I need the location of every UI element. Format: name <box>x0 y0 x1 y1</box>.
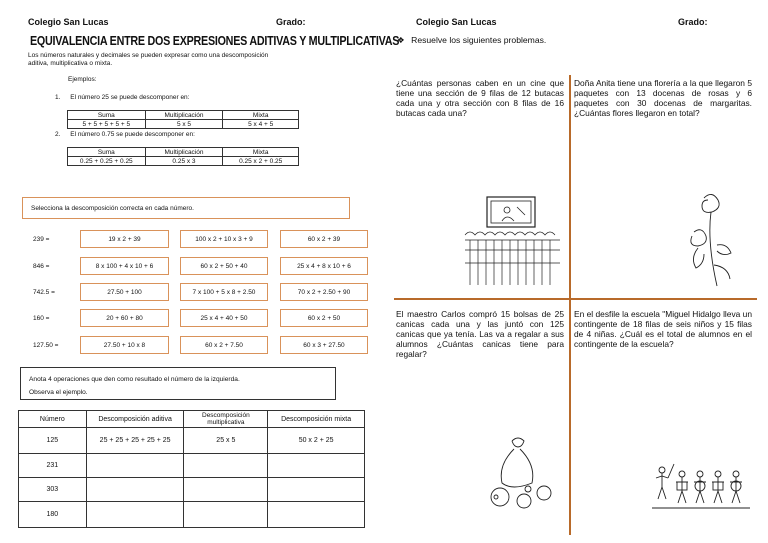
problems-instruction-text: Resuelve los siguientes problemas. <box>411 35 547 45</box>
right-grade-label: Grado: <box>678 17 708 27</box>
annotate-line-1: Anota 4 operaciones que den como resultado el número de la izquierda. <box>29 376 240 383</box>
problem-2: Doña Anita tiene una florería a la que llegaron 5 paquetes con 13 docenas de rosas y 6 paquetes con 30 docenas de margaritas. ¿Cuántas flores llegaron en total? <box>574 78 752 118</box>
example-2 <box>55 131 195 139</box>
problem-1: ¿Cuántas personas caben en un cine que tiene una sección de 9 filas de 12 butacas cada una y otra sección con 8 filas de 16 butacas cada una? <box>396 78 564 118</box>
select-row-1-option-1[interactable]: 19 x 2 + 39 <box>80 230 169 248</box>
decomposition-row-4 <box>19 502 365 528</box>
select-row-5-option-2[interactable]: 60 x 2 + 7.50 <box>180 336 268 354</box>
example-2-header-mixta: Mixta <box>223 148 299 157</box>
example-1 <box>55 94 189 102</box>
example-1-header-row <box>68 111 299 120</box>
header-aditiva: Descomposición aditiva <box>86 411 184 428</box>
row-4-multiplicativa[interactable] <box>184 502 268 528</box>
decomposition-row-1 <box>19 428 365 454</box>
row-4-mixta[interactable] <box>268 502 365 528</box>
example-1-mult: 5 x 5 <box>145 120 223 129</box>
select-row-2-option-3[interactable]: 25 x 4 + 8 x 10 + 6 <box>280 257 368 275</box>
row-2-number: 231 <box>19 454 87 478</box>
decomposition-header-row <box>19 411 365 428</box>
select-row-5-number: 127.50 = <box>33 342 59 349</box>
annotate-line-2: Observa el ejemplo. <box>29 389 88 396</box>
select-row-1-option-3[interactable]: 60 x 2 + 39 <box>280 230 368 248</box>
cinema-illustration <box>462 195 562 290</box>
select-row-2-option-2[interactable]: 60 x 2 + 50 + 40 <box>180 257 268 275</box>
row-3-aditiva[interactable] <box>86 478 184 502</box>
select-row-1-number: 239 = <box>33 236 50 243</box>
example-1-suma: 5 + 5 + 5 + 5 + 5 <box>68 120 146 129</box>
example-1-header-mixta: Mixta <box>223 111 299 120</box>
row-1-number: 125 <box>19 428 87 454</box>
problems-instruction <box>397 35 546 46</box>
example-2-header-suma: Suma <box>68 148 146 157</box>
example-1-text: El número 25 se puede descomponer en: <box>70 94 190 101</box>
example-1-value-row <box>68 120 299 129</box>
select-instruction-box <box>22 197 350 219</box>
problem-4: En el desfile la escuela "Miguel Hidalgo lleva un contingente de 18 filas de seis niños y 15 filas de 4 niñas. ¿Cuál es el total de alumnos en el contingente de la escuela? <box>574 309 752 349</box>
examples-label: Ejemplos: <box>68 76 97 83</box>
example-2-number: 2. <box>55 131 61 138</box>
right-school-name: Colegio San Lucas <box>416 17 497 27</box>
example-2-mult: 0.25 x 3 <box>145 157 223 166</box>
select-row-4-number: 160 = <box>33 315 50 322</box>
example-2-table <box>67 147 299 166</box>
example-1-number: 1. <box>55 94 61 101</box>
select-row-4-option-3[interactable]: 60 x 2 + 50 <box>280 309 368 327</box>
vertical-divider <box>569 75 571 535</box>
marbles-bag-illustration <box>488 435 556 515</box>
header-multiplicativa: Descomposición multiplicativa <box>184 411 268 428</box>
select-row-4-option-2[interactable]: 25 x 4 + 40 + 50 <box>180 309 268 327</box>
example-2-text: El número 0.75 se puede descomponer en: <box>70 131 195 138</box>
problem-3: El maestro Carlos compró 15 bolsas de 25 canicas cada una y las juntó con 125 canicas que ya tenía. Las va a regalar a sus alumnos ¿Cuántas canicas tiene para regalar? <box>396 309 564 359</box>
intro-line-2: aditiva, multiplicativa o mixta. <box>28 60 113 67</box>
diamond-bullet-icon: ❖ <box>397 35 405 45</box>
worksheet-title: EQUIVALENCIA ENTRE DOS EXPRESIONES ADITIVAS Y MULTIPLICATIVAS <box>30 34 400 48</box>
select-row-5-option-1[interactable]: 27.50 + 10 x 8 <box>80 336 169 354</box>
select-row-3-option-3[interactable]: 70 x 2 + 2.50 + 90 <box>280 283 368 301</box>
select-row-3-option-1[interactable]: 27.50 + 100 <box>80 283 169 301</box>
header-numero: Número <box>19 411 87 428</box>
row-4-aditiva[interactable] <box>86 502 184 528</box>
example-1-mixta: 5 x 4 + 5 <box>223 120 299 129</box>
example-2-header-row <box>68 148 299 157</box>
select-row-3-number: 742.5 = <box>33 289 55 296</box>
annotate-instruction-box <box>20 367 336 400</box>
select-row-4-option-1[interactable]: 20 + 60 + 80 <box>80 309 169 327</box>
rose-illustration <box>684 190 740 290</box>
parade-illustration <box>652 460 750 515</box>
example-1-header-suma: Suma <box>68 111 146 120</box>
intro-text <box>28 52 368 68</box>
select-row-5-option-3[interactable]: 60 x 3 + 27.50 <box>280 336 368 354</box>
example-1-table <box>67 110 299 129</box>
decomposition-row-3 <box>19 478 365 502</box>
select-instruction: Selecciona la descomposición correcta en cada número. <box>31 204 194 212</box>
left-school-name: Colegio San Lucas <box>28 17 109 27</box>
example-2-header-mult: Multiplicación <box>145 148 223 157</box>
select-row-2-option-1[interactable]: 8 x 100 + 4 x 10 + 6 <box>80 257 169 275</box>
row-2-multiplicativa[interactable] <box>184 454 268 478</box>
row-2-aditiva[interactable] <box>86 454 184 478</box>
decomposition-row-2 <box>19 454 365 478</box>
decomposition-table <box>18 410 365 528</box>
example-2-mixta: 0.25 x 2 + 0.25 <box>223 157 299 166</box>
horizontal-divider <box>394 298 757 300</box>
row-3-mixta[interactable] <box>268 478 365 502</box>
select-row-2-number: 846 = <box>33 263 50 270</box>
row-1-mixta: 50 x 2 + 25 <box>268 428 365 454</box>
row-3-multiplicativa[interactable] <box>184 478 268 502</box>
header-mixta: Descomposición mixta <box>268 411 365 428</box>
intro-line-1: Los números naturales y decimales se pueden expresar como una descomposición <box>28 52 269 59</box>
row-1-multiplicativa: 25 x 5 <box>184 428 268 454</box>
row-3-number: 303 <box>19 478 87 502</box>
row-2-mixta[interactable] <box>268 454 365 478</box>
select-row-1-option-2[interactable]: 100 x 2 + 10 x 3 + 9 <box>180 230 268 248</box>
example-2-value-row <box>68 157 299 166</box>
row-4-number: 180 <box>19 502 87 528</box>
left-grade-label: Grado: <box>276 17 306 27</box>
row-1-aditiva: 25 + 25 + 25 + 25 + 25 <box>86 428 184 454</box>
example-1-header-mult: Multiplicación <box>145 111 223 120</box>
select-row-3-option-2[interactable]: 7 x 100 + 5 x 8 + 2.50 <box>180 283 268 301</box>
example-2-suma: 0.25 + 0.25 + 0.25 <box>68 157 146 166</box>
